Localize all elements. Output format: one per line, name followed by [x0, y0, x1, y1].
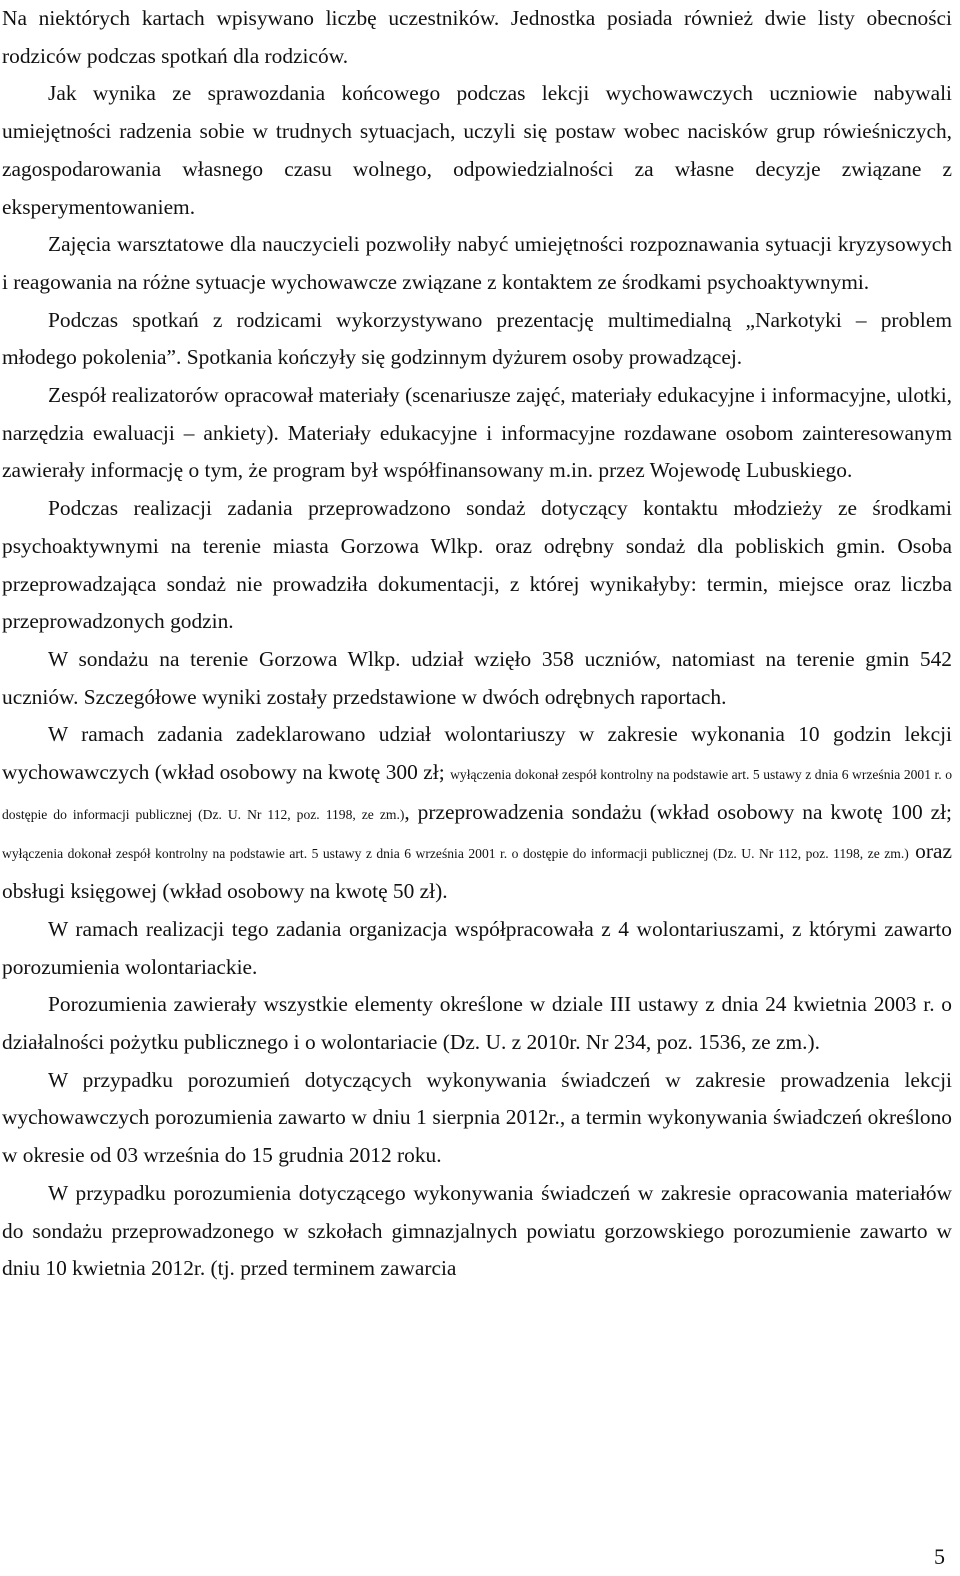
volunteer-text-part-3: oraz obsługi księgowej (wkład osobowy na kwotę 50 zł). [2, 839, 952, 904]
volunteer-text-part-1: W ramach zadania zadeklarowano udział wolontariuszy w zakresie wykonania 10 godzin lekcji wychowawczych (wkład osobowy na kwotę 300 zł; [2, 722, 952, 785]
paragraph-attendance-lists: Na niektórych kartach wpisywano liczbę uczestników. Jednostka posiada również dwie listy obecności rodziców podczas spotkań dla rodziców. [2, 6, 952, 68]
paragraph-survey-results: W sondażu na terenie Gorzowa Wlkp. udział wzięło 358 uczniów, natomiast na terenie gmin 542 uczniów. Szczegółowe wyniki zostały przedstawione w dwóch odrębnych raportach. [2, 646, 952, 709]
exclusion-note-2: wyłączenia dokonał zespół kontrolny na podstawie art. 5 ustawy z dnia 6 września 2001 r. o dostępie do informacji publicznej (Dz. U. Nr 112, poz. 1198, ze zm.) [2, 846, 909, 862]
paragraph-volunteer-cooperation: W ramach realizacji tego zadania organizacja współpracowała z 4 wolontariuszami, z którymi zawarto porozumienia wolontariackie. [2, 916, 952, 979]
paragraph-volunteer-contribution [2, 716, 952, 911]
paragraph-teacher-workshops: Zajęcia warsztatowe dla nauczycieli pozwoliły nabyć umiejętności rozpoznawania sytuacji kryzysowych i reagowania na różne sytuacje wychowawcze związane z kontaktem ze środkami psychoaktywnymi. [2, 232, 952, 294]
paragraph-survey-agreement: W przypadku porozumienia dotyczącego wykonywania świadczeń w zakresie opracowania materiałów do sondażu przeprowadzonego w szkołach gimnazjalnych powiatu gorzowskiego porozumienie zawarto w dniu 10 kwietnia 2012r. (tj. przed terminem zawarcia [2, 1180, 952, 1281]
paragraph-lessons-agreement: W przypadku porozumień dotyczących wykonywania świadczeń w zakresie prowadzenia lekcji wychowawczych porozumienia zawarto w dniu 1 sierpnia 2012r., a termin wykonywania świadczeń określono w okresie od 03 września do 15 grudnia 2012 roku. [2, 1067, 952, 1168]
exclusion-note-1: wyłączenia dokonał zespół kontrolny na podstawie art. 5 ustawy z dnia 6 września 2001 r. o dostępie do informacji publicznej (Dz. U. Nr 112, poz. 1198, ze zm.) [2, 767, 953, 822]
paragraph-agreement-elements: Porozumienia zawierały wszystkie elementy określone w dziale III ustawy z dnia 24 kwietnia 2003 r. o działalności pożytku publicznego i o wolontariacie (Dz. U. z 2010r. Nr 234, poz. 1536, ze zm.). [2, 992, 952, 1054]
paragraph-survey: Podczas realizacji zadania przeprowadzono sondaż dotyczący kontaktu młodzieży ze środkami psychoaktywnymi na terenie miasta Gorzowa Wlkp. oraz odrębny sondaż dla pobliskich gmin. Osoba przeprowadzająca sondaż nie prowadziła dokumentacji, z której wynikałyby: termin, miejsce oraz liczba przeprowadzonych godzin. [2, 496, 952, 634]
paragraph-parent-meetings: Podczas spotkań z rodzicami wykorzystywano prezentację multimedialną „Narkotyki – problem młodego pokolenia”. Spotkania kończyły się godzinnym dyżurem osoby prowadzącej. [2, 307, 952, 370]
volunteer-text-part-2: , przeprowadzenia sondażu (wkład osobowy na kwotę 100 zł; [404, 799, 952, 824]
page-number: 5 [934, 1544, 945, 1569]
paragraph-materials: Zespół realizatorów opracował materiały (scenariusze zajęć, materiały edukacyjne i informacyjne, ulotki, narzędzia ewaluacji – ankiety). Materiały edukacyjne i informacyjne rozdawane osobom zainteresowanym zawierały informację o tym, że program był współfinansowany m.in. przez Wojewodę Lubuskiego. [2, 383, 952, 483]
paragraph-final-report: Jak wynika ze sprawozdania końcowego podczas lekcji wychowawczych uczniowie nabywali umiejętności radzenia sobie w trudnych sytuacjach, uczyli się postaw wobec nacisków grup rówieśniczych, zagospodarowania własnego czasu wolnego, odpowiedzialności za własne decyzje związane z eksperymentowaniem. [2, 81, 952, 219]
document-body [2, 0, 952, 1288]
